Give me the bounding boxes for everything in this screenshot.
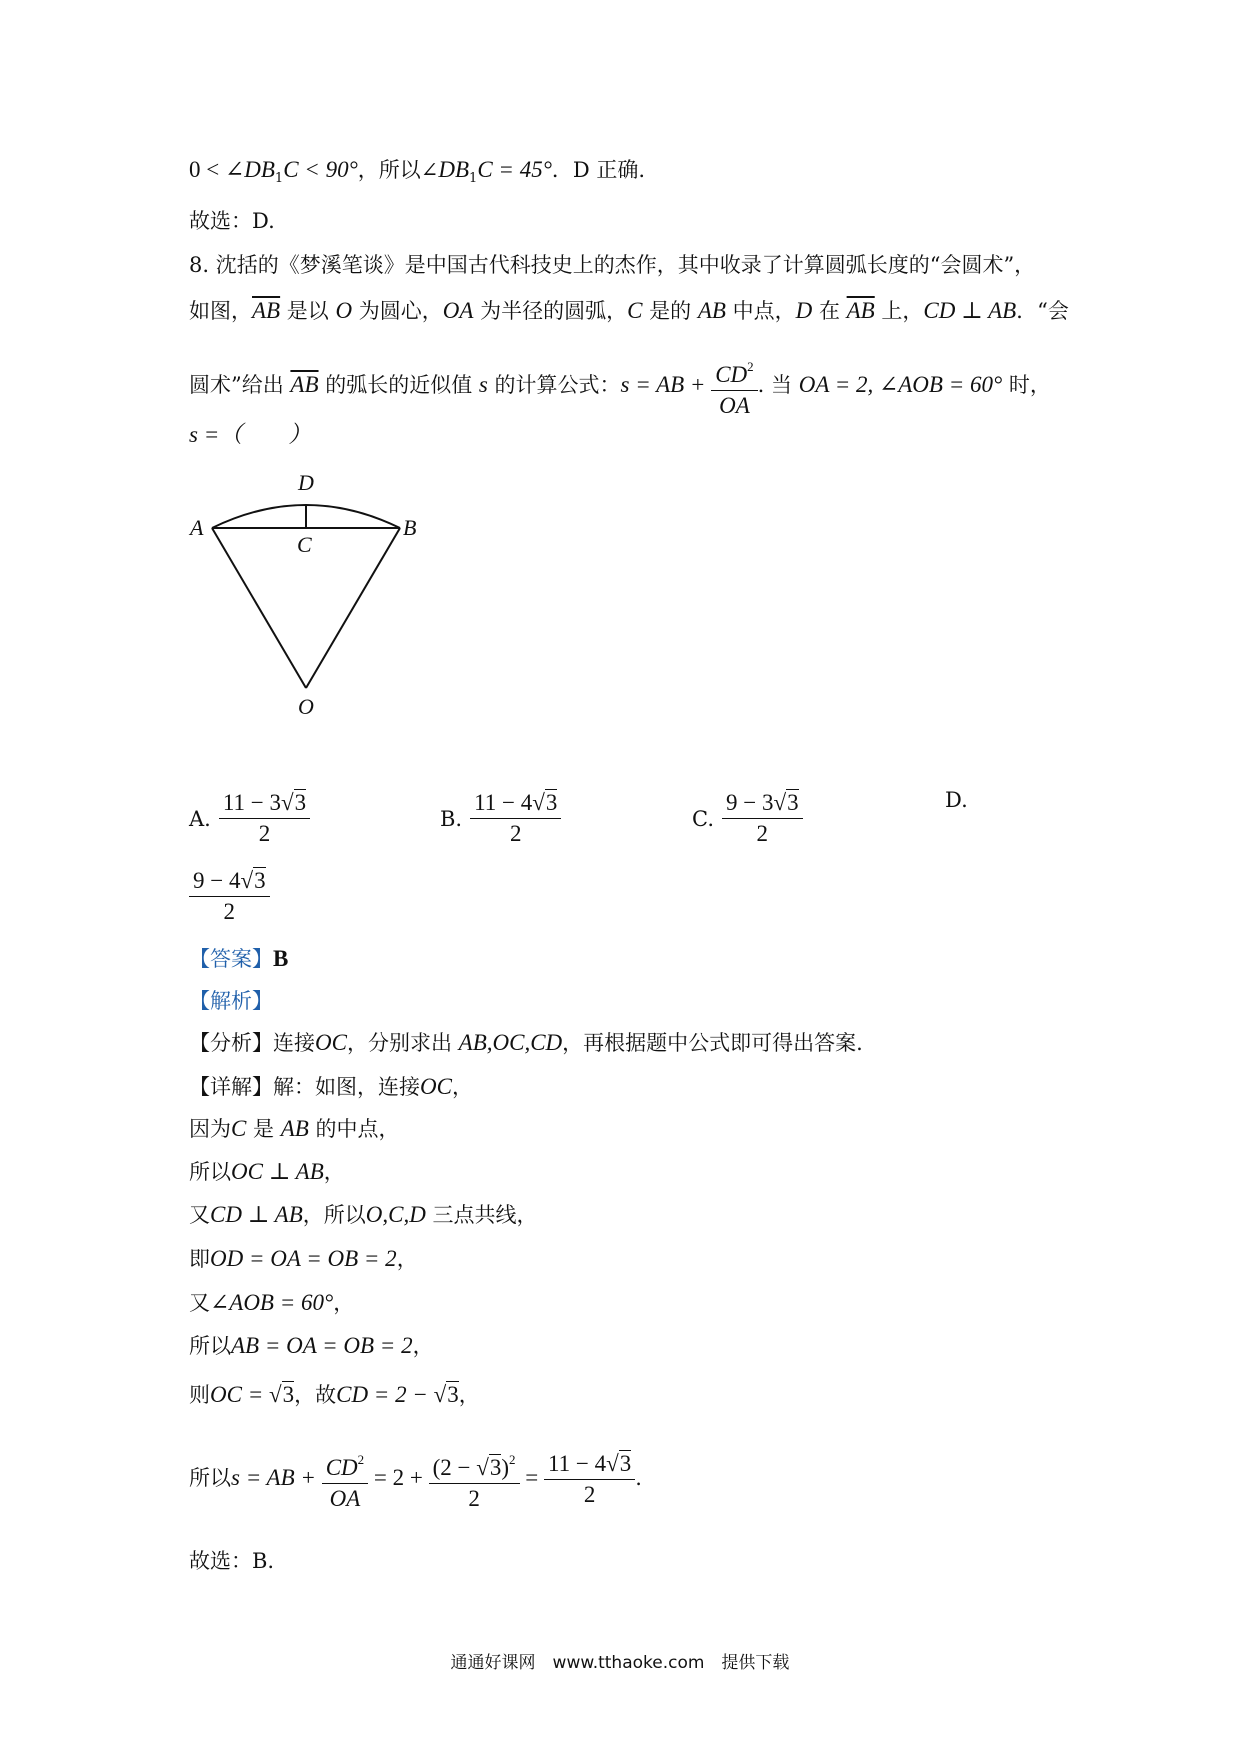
analysis-heading: 【解析】 <box>189 989 273 1013</box>
label-o: O <box>298 694 314 719</box>
question-line-2: 如图，$\overline{AB}$ 是以 O 为圆心，OA 为半径的圆弧，C 是的 AB 中点，D 在 $\overline{AB}$ 上，CD ⊥ AB．“会 <box>189 298 1069 323</box>
option-b[interactable]: B. $\frac{11 - 4√3}{2}$ <box>440 788 561 849</box>
label-c: C <box>297 532 312 557</box>
option-d-label[interactable]: D. <box>945 788 968 812</box>
footer-source: 通通好课网 www.tthaoke.com 提供下载 <box>450 1653 790 1673</box>
radius-oa <box>212 528 306 688</box>
step-8: 所以s = AB + $\frac{CD^2}{OA}$ = 2 + $\frac{(2 - √3)^2}{2}$ = $\frac{11 - 4√3}{2}$ . <box>189 1445 642 1514</box>
step-7: 则OC = √3，故CD = 2 − √3， <box>189 1382 480 1407</box>
question-line-1: 8. 沈括的《梦溪笔谈》是中国古代科技史上的杰作，其中收录了计算圆弧长度的“会圆术”， <box>189 253 1036 277</box>
question-line-4: s =（ ） <box>189 422 312 447</box>
option-a[interactable]: A. $\frac{11 - 3√3}{2}$ <box>189 788 310 849</box>
final-answer: 故选：B. <box>189 1549 275 1573</box>
step-5: 又∠AOB = 60°， <box>189 1290 355 1315</box>
option-d-value[interactable]: $\frac{9 - 4√3}{2}$ <box>189 866 270 927</box>
step-1: 因为C 是 AB 的中点， <box>189 1116 400 1141</box>
label-d: D <box>298 470 314 495</box>
detail-line: 【详解】解：如图，连接OC， <box>189 1074 473 1099</box>
radius-ob <box>306 528 400 688</box>
question-line-3: 圆术”给出 $\overline{AB}$ 的弧长的近似值 s 的计算公式：s = AB + $\frac{CD^2}{OA}$ . 当 OA = 2, ∠AOB = 60° 时， <box>189 352 1051 421</box>
label-a: A <box>190 515 204 540</box>
fenxi-line: 【分析】连接OC，分别求出 AB,OC,CD，再根据题中公式即可得出答案. <box>189 1030 863 1055</box>
step-3: 又CD ⊥ AB，所以O,C,D 三点共线， <box>189 1202 538 1227</box>
prev-line: $0 < \angle DB_1C < 90^\circ$，所以$\angle DB_1C = 45^\circ$．D 正确. <box>189 157 646 186</box>
sector-figure <box>180 470 440 730</box>
option-c[interactable]: C. $\frac{9 - 3√3}{2}$ <box>692 788 803 849</box>
prev-answer: 故选：D. <box>189 209 275 233</box>
label-b: B <box>403 515 417 540</box>
answer-line: 【答案】B <box>189 946 289 971</box>
step-6: 所以AB = OA = OB = 2， <box>189 1333 434 1358</box>
formula-fraction: $\frac{CD^2}{OA}$ <box>711 352 757 421</box>
step-4: 即OD = OA = OB = 2， <box>189 1246 418 1271</box>
step-2: 所以OC ⊥ AB， <box>189 1159 345 1184</box>
